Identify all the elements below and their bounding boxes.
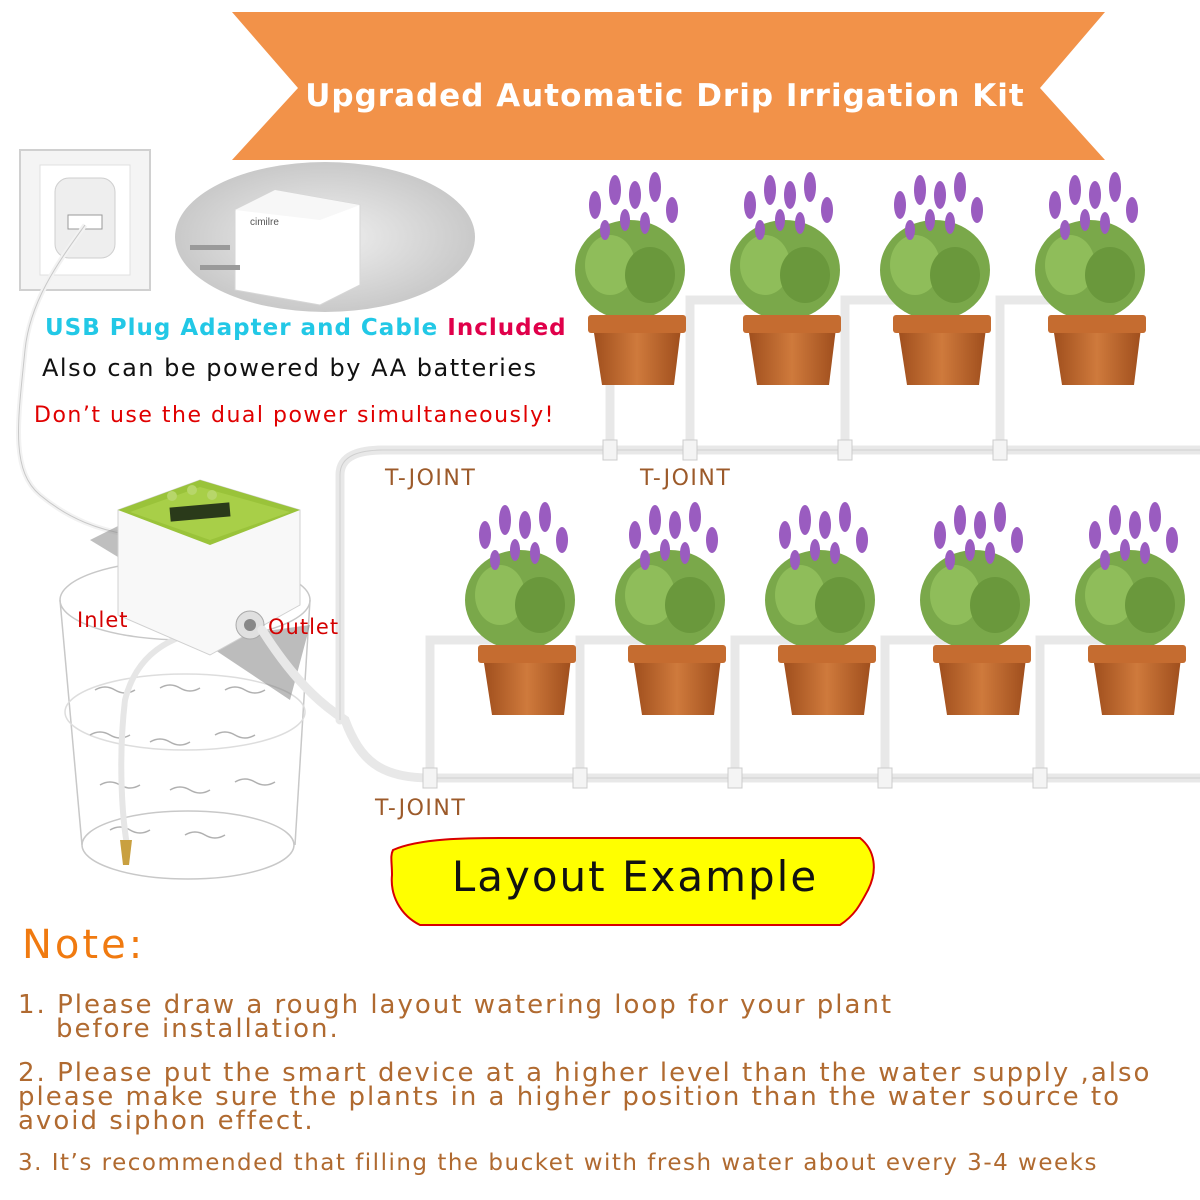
layout-example-label: Layout Example <box>451 852 819 901</box>
potted-plant-icon <box>465 502 576 715</box>
potted-plant-icon <box>765 502 876 715</box>
note-title: Note: <box>22 922 146 968</box>
battery-power-text: Also can be powered by AA batteries <box>42 354 538 382</box>
usb-adapter-info <box>45 315 567 341</box>
svg-text:cimilre: cimilre <box>250 217 279 228</box>
t-joint-label-upper-right: T-JOINT <box>640 466 732 491</box>
note-item-3: 3. It’s recommended that filling the bucket with fresh water about every 3-4 weeks <box>18 1150 1098 1176</box>
included-label: Included <box>447 315 567 341</box>
t-joint-label-upper-left: T-JOINT <box>385 466 477 491</box>
inlet-tube <box>121 625 240 850</box>
note-item-1-cont: before installation. <box>56 1014 340 1044</box>
wall-socket-icon <box>20 150 150 290</box>
potted-plant-icon <box>920 502 1031 715</box>
potted-plant-icon <box>575 172 686 385</box>
banner-title: Upgraded Automatic Drip Irrigation Kit <box>305 78 1025 114</box>
outlet-label: Outlet <box>268 615 340 639</box>
note-item-2: 2. Please put the smart device at a higher level than the water supply ,also <box>18 1058 1152 1088</box>
potted-plant-icon <box>880 172 991 385</box>
note-item-1: 1. Please draw a rough layout watering loop for your plant <box>18 990 894 1020</box>
usb-adapter-label: USB Plug Adapter and Cable <box>45 315 448 341</box>
potted-plant-icon <box>1075 502 1186 715</box>
usb-adapter-icon <box>175 162 475 312</box>
t-joint-label-lower: T-JOINT <box>375 796 467 821</box>
inlet-label: Inlet <box>77 608 129 632</box>
pump-device-icon <box>90 480 310 700</box>
potted-plant-icon <box>615 502 726 715</box>
filter-weight-icon <box>120 840 132 865</box>
dual-power-warning: Don’t use the dual power simultaneously! <box>34 403 555 428</box>
note-item-2-cont-2: avoid siphon effect. <box>18 1106 315 1136</box>
potted-plant-icon <box>730 172 841 385</box>
note-item-2-cont: please make sure the plants in a higher position than the water source to <box>18 1082 1121 1112</box>
potted-plant-icon <box>1035 172 1146 385</box>
